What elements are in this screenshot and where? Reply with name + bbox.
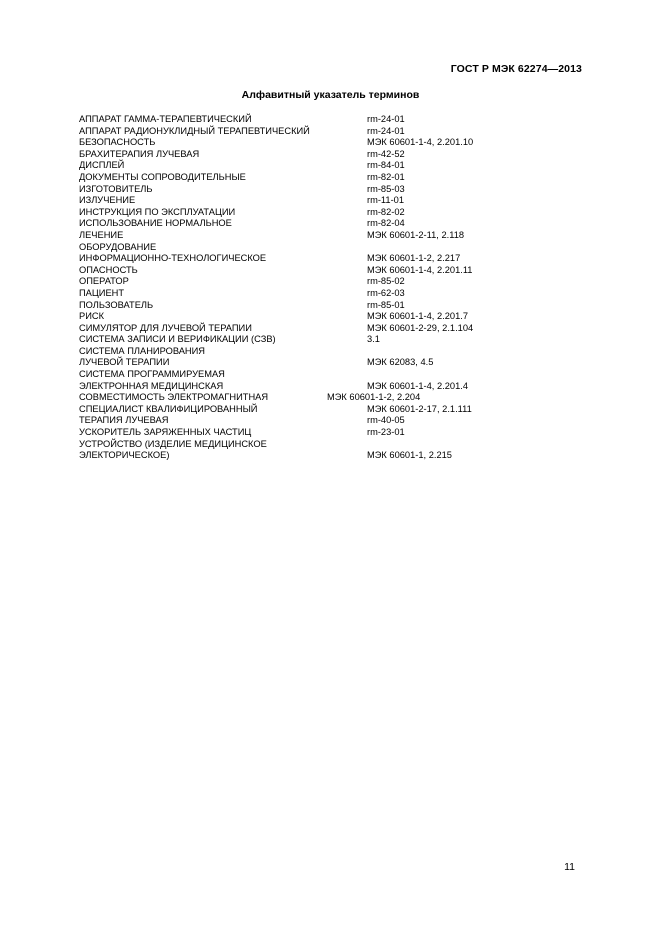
index-term: ЭЛЕКТРОННАЯ МЕДИЦИНСКАЯ xyxy=(79,380,224,391)
index-entry xyxy=(79,265,599,277)
index-term: СПЕЦИАЛИСТ КВАЛИФИЦИРОВАННЫЙ xyxy=(79,403,258,414)
index-reference: rm-24-01 xyxy=(367,125,405,136)
index-term: БЕЗОПАСНОСТЬ xyxy=(79,137,156,148)
index-entry xyxy=(79,415,599,427)
index-reference: МЭК 60601-2-29, 2.1.104 xyxy=(367,322,474,333)
index-entry xyxy=(79,334,599,346)
index-term: ИЗЛУЧЕНИЕ xyxy=(79,195,136,206)
index-entry xyxy=(79,311,599,323)
index-term: ЭЛЕКТОРИЧЕСКОЕ) xyxy=(79,450,170,461)
index-reference: МЭК 60601-1-4, 2.201.11 xyxy=(367,264,473,275)
index-term: ЛУЧЕВОЙ ТЕРАПИИ xyxy=(79,357,170,368)
index-term: СОВМЕСТИМОСТЬ ЭЛЕКТРОМАГНИТНАЯ xyxy=(79,392,269,403)
index-term: СИСТЕМА ПЛАНИРОВАНИЯ xyxy=(79,345,206,356)
index-entry xyxy=(79,137,599,149)
index-entry xyxy=(79,392,599,404)
index-term: АППАРАТ РАДИОНУКЛИДНЫЙ ТЕРАПЕВТИЧЕСКИЙ xyxy=(79,125,310,136)
index-entry xyxy=(79,160,599,172)
page-number: 11 xyxy=(564,861,575,873)
index-reference: МЭК 60601-1-2, 2.204 xyxy=(327,392,421,403)
index-reference: rm-82-01 xyxy=(367,171,405,182)
index-term: СИСТЕМА ЗАПИСИ И ВЕРИФИКАЦИИ (СЗВ) xyxy=(79,334,276,345)
index-entry xyxy=(79,230,599,242)
document-header: ГОСТ Р МЭК 62274—2013 xyxy=(450,63,582,75)
index-term: ТЕРАПИЯ ЛУЧЕВАЯ xyxy=(79,415,169,426)
index-entry xyxy=(79,184,599,196)
index-reference: МЭК 60601-1-4, 2.201.4 xyxy=(367,380,468,391)
index-reference: МЭК 62083, 4.5 xyxy=(367,357,434,368)
index-term: ИНСТРУКЦИЯ ПО ЭКСПЛУАТАЦИИ xyxy=(79,206,236,217)
index-term: СИМУЛЯТОР ДЛЯ ЛУЧЕВОЙ ТЕРАПИИ xyxy=(79,322,252,333)
index-term: ОБОРУДОВАНИЕ xyxy=(79,241,157,252)
index-reference: МЭК 60601-1, 2.215 xyxy=(367,450,452,461)
index-term: УСТРОЙСТВО (ИЗДЕЛИЕ МЕДИЦИНСКОЕ xyxy=(79,438,267,449)
index-term: ОПЕРАТОР xyxy=(79,276,129,287)
index-entry xyxy=(79,242,599,254)
index-reference: rm-82-02 xyxy=(367,206,405,217)
index-reference: rm-11-01 xyxy=(367,195,405,206)
index-reference: МЭК 60601-2-17, 2.1.111 xyxy=(367,403,472,414)
index-entry xyxy=(79,218,599,230)
index-term: АППАРАТ ГАММА-ТЕРАПЕВТИЧЕСКИЙ xyxy=(79,114,252,124)
index-entry xyxy=(79,276,599,288)
index-entry xyxy=(79,253,599,265)
index-term: ПАЦИЕНТ xyxy=(79,287,125,298)
index-entry xyxy=(79,172,599,184)
index-term: УСКОРИТЕЛЬ ЗАРЯЖЕННЫХ ЧАСТИЦ xyxy=(79,427,252,438)
index-term: ИСПОЛЬЗОВАНИЕ НОРМАЛЬНОЕ xyxy=(79,218,232,229)
index-entry xyxy=(79,288,599,300)
index-entry xyxy=(79,450,599,462)
index-entry xyxy=(79,439,599,451)
index-term: ОПАСНОСТЬ xyxy=(79,264,138,275)
index-entry xyxy=(79,323,599,335)
index-reference: rm-62-03 xyxy=(367,287,405,298)
index-reference: МЭК 60601-1-4, 2.201.7 xyxy=(367,311,468,322)
terms-index xyxy=(79,114,599,462)
index-entry xyxy=(79,381,599,393)
index-title: Алфавитный указатель терминов xyxy=(241,89,420,101)
index-entry xyxy=(79,346,599,358)
index-term: ДИСПЛЕЙ xyxy=(79,160,125,171)
index-reference: МЭК 60601-1-4, 2.201.10 xyxy=(367,137,474,148)
index-term: ДОКУМЕНТЫ СОПРОВОДИТЕЛЬНЫЕ xyxy=(79,171,246,182)
index-term: ЛЕЧЕНИЕ xyxy=(79,229,124,240)
index-term: БРАХИТЕРАПИЯ ЛУЧЕВАЯ xyxy=(79,148,200,159)
index-entry xyxy=(79,300,599,312)
index-reference: rm-42-52 xyxy=(367,148,405,159)
index-entry xyxy=(79,126,599,138)
index-reference: rm-82-04 xyxy=(367,218,405,229)
index-reference: rm-84-01 xyxy=(367,160,405,171)
index-reference: rm-24-01 xyxy=(367,114,405,124)
index-entry xyxy=(79,427,599,439)
index-term: ПОЛЬЗОВАТЕЛЬ xyxy=(79,299,154,310)
index-entry xyxy=(79,357,599,369)
index-entry xyxy=(79,195,599,207)
index-entry xyxy=(79,404,599,416)
index-entry xyxy=(79,149,599,161)
index-reference: МЭК 60601-2-11, 2.118 xyxy=(367,229,465,240)
index-entry xyxy=(79,207,599,219)
index-entry xyxy=(79,369,599,381)
index-entry xyxy=(79,114,599,126)
index-reference: МЭК 60601-1-2, 2.217 xyxy=(367,253,461,264)
index-reference: 3.1 xyxy=(367,334,380,345)
index-reference: rm-85-03 xyxy=(367,183,405,194)
index-term: СИСТЕМА ПРОГРАММИРУЕМАЯ xyxy=(79,369,225,380)
index-term: ИЗГОТОВИТЕЛЬ xyxy=(79,183,153,194)
index-reference: rm-85-02 xyxy=(367,276,405,287)
index-reference: rm-40-05 xyxy=(367,415,405,426)
index-reference: rm-23-01 xyxy=(367,427,405,438)
index-term: РИСК xyxy=(79,311,105,322)
index-term: ИНФОРМАЦИОННО-ТЕХНОЛОГИЧЕСКОЕ xyxy=(79,253,267,264)
index-reference: rm-85-01 xyxy=(367,299,405,310)
